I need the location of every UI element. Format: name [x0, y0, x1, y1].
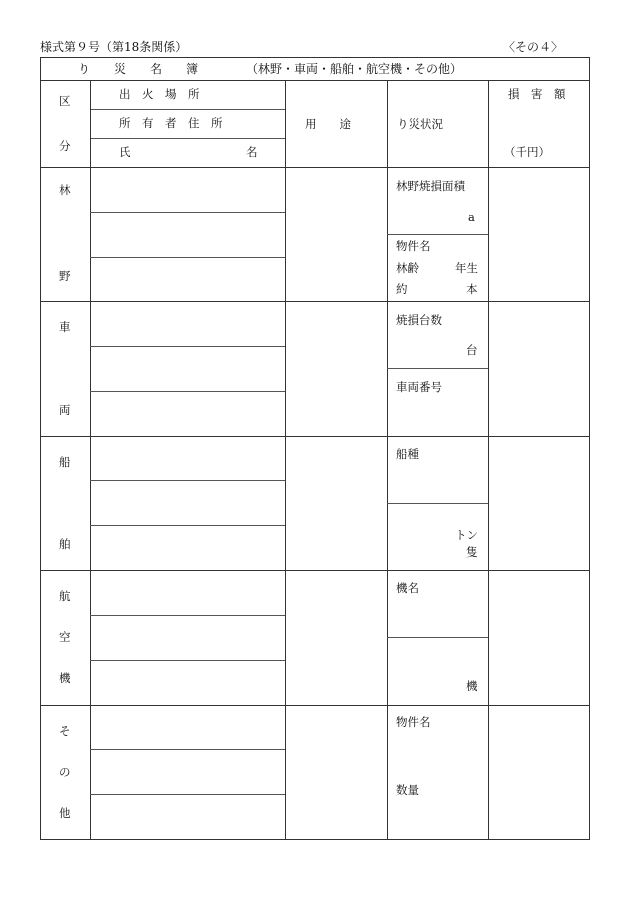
other-label-1: そ: [59, 724, 71, 738]
forest-age-unit: 年生: [455, 261, 478, 275]
forest-area-label: 林野焼損面積: [396, 179, 465, 193]
ship-label-top: 船: [59, 455, 71, 469]
forest-area-unit: a: [468, 210, 475, 224]
aircraft-fire-place-cell[interactable]: [91, 571, 285, 615]
aircraft-owner-address-cell[interactable]: [91, 616, 285, 660]
category-label-bottom: 分: [59, 139, 71, 153]
aircraft-name-cell[interactable]: [91, 661, 285, 705]
usage-header: 用 途: [305, 117, 351, 131]
forest-approx-label: 約: [396, 282, 408, 296]
aircraft-usage-cell[interactable]: [286, 571, 387, 705]
forest-owner-address-cell[interactable]: [91, 213, 285, 257]
ship-fire-place-cell[interactable]: [91, 437, 285, 480]
form-number: 様式第９号（第18条関係）: [40, 40, 188, 54]
other-item-name-label: 物件名: [396, 715, 431, 729]
sheet-number: 〈その４〉: [503, 40, 564, 54]
forest-age-label: 林齢: [396, 261, 419, 275]
owner-address-header: 所 有 者 住 所: [119, 116, 223, 130]
damage-status-header: り災状況: [397, 117, 443, 131]
name-header-left: 氏: [119, 145, 131, 159]
forest-name-cell[interactable]: [91, 258, 285, 301]
damage-amount-header: 損 害 額: [508, 87, 566, 101]
vehicle-usage-cell[interactable]: [286, 302, 387, 436]
register-title: り 災 名 簿: [78, 62, 199, 76]
category-label-top: 区: [59, 94, 71, 108]
register-subtitle: （林野・車両・船舶・航空機・その他）: [246, 62, 463, 76]
other-fire-place-cell[interactable]: [91, 706, 285, 749]
forest-usage-cell[interactable]: [286, 168, 387, 301]
ship-unit-ton: トン: [455, 528, 478, 542]
ship-damage-amount-cell[interactable]: [489, 437, 589, 570]
aircraft-damage-amount-cell[interactable]: [489, 571, 589, 705]
ship-name-cell[interactable]: [91, 526, 285, 570]
aircraft-label-3: 機: [59, 671, 71, 685]
vehicle-name-cell[interactable]: [91, 392, 285, 436]
aircraft-model-label: 機名: [396, 581, 419, 595]
forest-label-top: 林: [59, 183, 71, 197]
forest-approx-unit: 本: [466, 282, 478, 296]
vehicle-label-top: 車: [59, 320, 71, 334]
vehicle-damage-amount-cell[interactable]: [489, 302, 589, 436]
vehicle-count-label: 焼損台数: [396, 313, 442, 327]
ship-unit-vessel: 隻: [466, 545, 478, 559]
other-quantity-label: 数量: [396, 783, 419, 797]
forest-item-name-label: 物件名: [396, 239, 431, 253]
ship-owner-address-cell[interactable]: [91, 481, 285, 525]
other-usage-cell[interactable]: [286, 706, 387, 839]
forest-label-bottom: 野: [59, 269, 71, 283]
forest-damage-amount-cell[interactable]: [489, 168, 589, 301]
name-header-right: 名: [246, 145, 258, 159]
ship-usage-cell[interactable]: [286, 437, 387, 570]
fire-place-header: 出 火 場 所: [119, 87, 200, 101]
ship-type-label: 船種: [396, 447, 419, 461]
vehicle-fire-place-cell[interactable]: [91, 302, 285, 346]
ship-label-bottom: 舶: [59, 537, 71, 551]
aircraft-unit: 機: [466, 679, 478, 693]
other-name-cell[interactable]: [91, 795, 285, 839]
damage-amount-unit: （千円）: [504, 145, 550, 159]
other-damage-amount-cell[interactable]: [489, 706, 589, 839]
vehicle-label-bottom: 両: [59, 403, 71, 417]
aircraft-label-1: 航: [59, 589, 71, 603]
other-label-3: 他: [59, 806, 71, 820]
forest-fire-place-cell[interactable]: [91, 168, 285, 212]
vehicle-plate-label: 車両番号: [396, 380, 442, 394]
vehicle-owner-address-cell[interactable]: [91, 347, 285, 391]
aircraft-label-2: 空: [59, 630, 71, 644]
vehicle-count-unit: 台: [466, 343, 478, 357]
other-owner-address-cell[interactable]: [91, 750, 285, 794]
other-label-2: の: [59, 765, 71, 779]
